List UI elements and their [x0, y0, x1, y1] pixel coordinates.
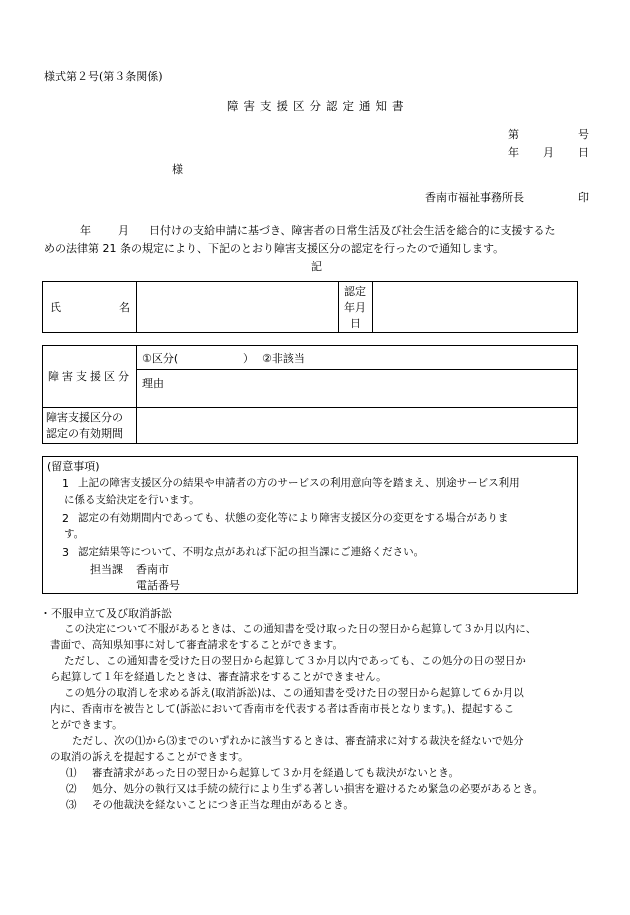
note-3-number: 3	[62, 546, 69, 559]
condition-text: その他裁決を経ないことにつき正当な理由があるとき。	[92, 799, 354, 811]
condition-text: 審査請求があった日の翌日から起算して３か月を経過しても裁決がないとき。	[92, 767, 459, 779]
note-1-line-2: に係る支給決定を行います。	[64, 494, 200, 506]
appeal-line: ただし、この通知書を受けた日の翌日から起算して３か月以内であっても、この処分の日の翌日か	[64, 655, 526, 667]
note-2-line-1: 認定の有効期間内であっても、状態の変化等により障害支援区分の変更をする場合がありま	[78, 512, 509, 524]
table2-divider	[136, 345, 137, 444]
date-month-label: 月	[543, 146, 554, 159]
category-option-1: ①区分(	[142, 352, 179, 365]
appeal-line: この決定について不服があるときは、この通知書を受け取った日の翌日から起算して３か月以内に、	[64, 623, 537, 635]
condition-text: 処分、処分の執行又は手続の続行により生ずる著しい損害を避けるため緊急の必要があるとき。	[92, 783, 544, 795]
number-label-right: 号	[578, 128, 589, 141]
appeal-line: 書面で、高知県知事に対して審査請求をすることができます。	[50, 639, 343, 651]
appeal-line: ただし、次の⑴から⑶までのいずれかに該当するときは、審査請求に対する裁決を経ないで処分	[72, 735, 524, 747]
cert-date-label-2: 年月	[344, 301, 366, 314]
form-number: 様式第２号(第３条関係)	[44, 70, 163, 83]
date-year-label: 年	[508, 146, 519, 159]
table1-divider-1	[136, 281, 137, 333]
condition-number: ⑴	[66, 767, 77, 779]
validity-label-1: 障害支援区分の	[46, 411, 123, 424]
category-option-1-close: ）	[243, 352, 254, 365]
body-line-2: めの法律第 21 条の規定により、下記のとおり障害支援区分の認定を行ったので通知します。	[44, 242, 505, 255]
table1-divider-3	[372, 281, 373, 333]
issuer-name: 香南市福祉事務所長	[425, 191, 524, 204]
table2-row-line-2	[42, 407, 578, 408]
condition-number: ⑵	[66, 783, 77, 795]
note-2-number: 2	[62, 512, 69, 525]
body-year-label: 年	[80, 224, 91, 237]
note-1-line-1: 上記の障害支援区分の結果や申請者の方のサービスの利用意向等を踏まえ、別途サービス利用	[78, 477, 520, 489]
contact-phone-label: 電話番号	[136, 579, 180, 592]
table2-row-line-1	[136, 369, 578, 370]
appeal-line: の取消の訴えを提起することができます。	[50, 751, 249, 763]
name-label-second: 名	[119, 301, 130, 314]
appeal-line: この処分の取消しを求める訴え(取消訴訟)は、この通知書を受けた日の翌日から起算して６か月以	[64, 687, 524, 699]
notes-heading: (留意事項)	[47, 460, 100, 473]
category-option-2: ②非該当	[262, 352, 305, 365]
ki-marker: 記	[311, 260, 322, 273]
appeal-line: とができます。	[50, 719, 123, 731]
category-label: 障害支援区分	[48, 370, 132, 383]
cert-date-label-3: 日	[350, 317, 361, 330]
reason-label: 理由	[142, 377, 164, 390]
note-3-line-1: 認定結果等について、不明な点があれば下記の担当課にご連絡ください。	[78, 546, 425, 558]
document-title: 障害支援区分認定通知書	[227, 99, 409, 113]
appeal-line: ら起算して１年を経過したときは、審査請求をすることができません。	[50, 671, 387, 683]
body-month-label: 月	[118, 224, 129, 237]
name-label-first: 氏	[50, 301, 61, 314]
condition-number: ⑶	[66, 799, 77, 811]
contact-dept: 香南市	[136, 563, 169, 576]
body-line-1: 日付けの支給申請に基づき、障害者の日常生活及び社会生活を総合的に支援するた	[149, 224, 556, 237]
cert-date-label-1: 認定	[344, 285, 366, 298]
note-2-line-2: す。	[64, 528, 85, 540]
note-1-number: 1	[62, 477, 69, 490]
appeal-heading: ・不服申立て及び取消訴訟	[40, 607, 172, 620]
number-label-left: 第	[508, 128, 519, 141]
table1-divider-2	[338, 281, 339, 333]
date-day-label: 日	[578, 146, 589, 159]
addressee-suffix: 様	[172, 163, 183, 176]
validity-label-2: 認定の有効期間	[46, 427, 123, 440]
seal-mark: 印	[578, 191, 589, 204]
appeal-line: 内に、香南市を被告として(訴訟において香南市を代表する者は香南市長となります。)、提起するこ	[50, 703, 515, 715]
contact-dept-label: 担当課	[90, 563, 123, 576]
